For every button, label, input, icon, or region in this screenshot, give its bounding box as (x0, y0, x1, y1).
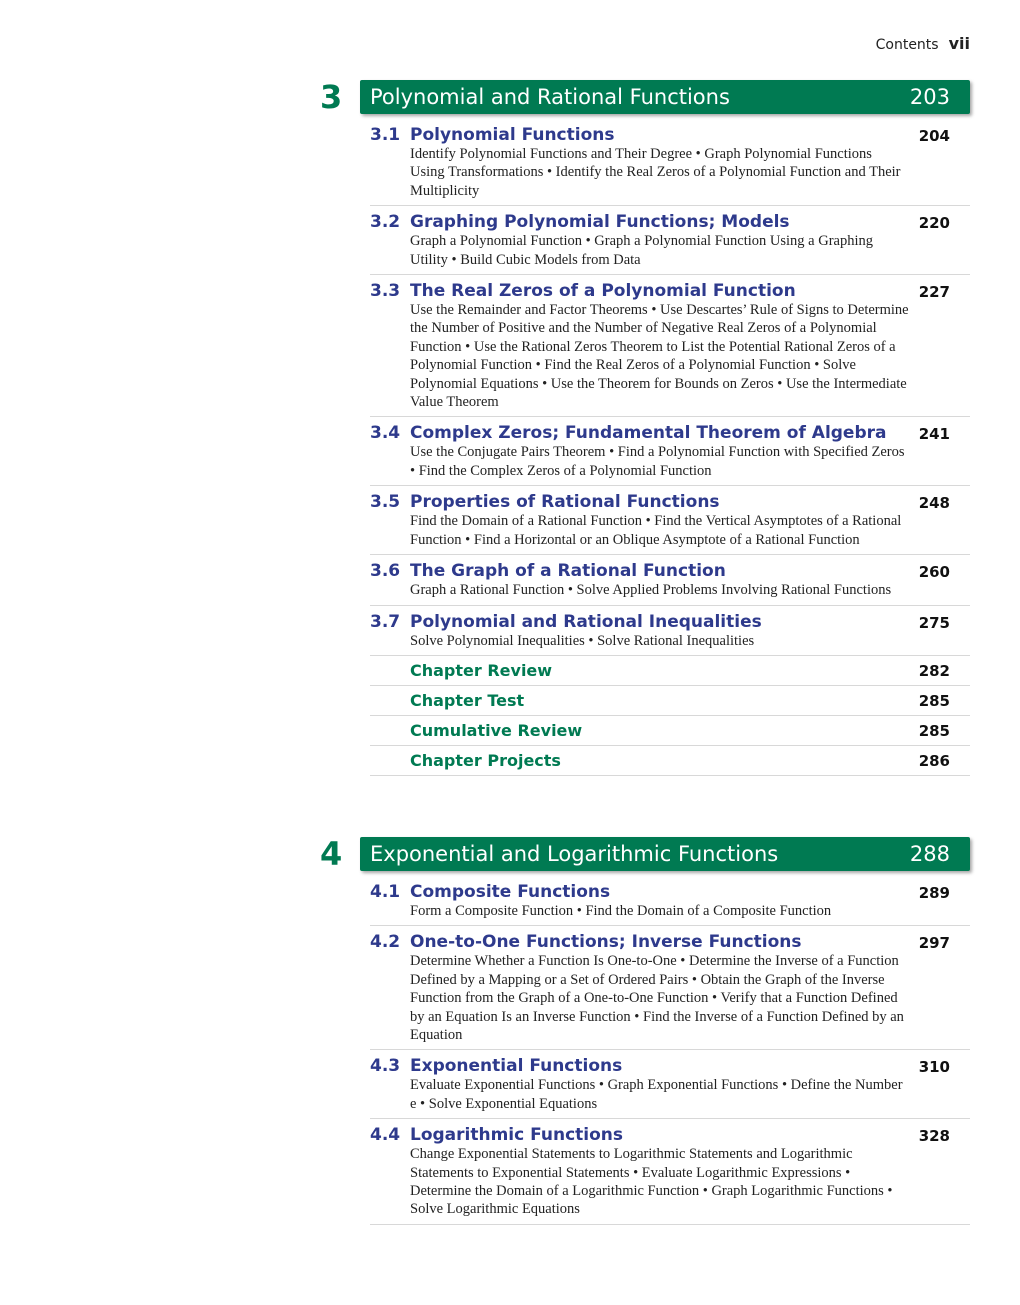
section-entry[interactable] (370, 206, 970, 275)
extra-page: 286 (918, 751, 950, 770)
section-description: Use the Conjugate Pairs Theorem • Find a Polynomial Function with Specified Zeros • Find the Complex Zeros of a Polynomial Function (410, 444, 905, 479)
chapter-review-entry[interactable] (370, 656, 970, 686)
chapter-number: 3 (320, 78, 343, 116)
section-page: 227 (918, 283, 950, 302)
section-number: 4.2 (370, 932, 401, 953)
section-title: Exponential Functions (410, 1056, 623, 1077)
section-entry[interactable] (370, 606, 970, 656)
section-description: Use the Remainder and Factor Theorems • Use Descartes’ Rule of Signs to Determine the Number of Positive and the Number of Negative Real Zeros of a Polynomial Function • Use the Rational Zeros Theorem to List the Potential Rational Zeros of a Polynomial Function • Find the Real Zeros of a Polynomial Function • Solve Polynomial Equations • Use the Theorem for Bounds on Zeros • Use the Intermediate Value Theorem (410, 302, 909, 411)
chapter-test-entry[interactable] (370, 686, 970, 716)
section-number: 4.4 (370, 1125, 401, 1146)
section-description: Evaluate Exponential Functions • Graph Exponential Functions • Define the Number e • Solve Exponential Equations (410, 1077, 903, 1112)
section-page: 328 (918, 1127, 950, 1146)
running-head (876, 34, 970, 53)
section-title: One-to-One Functions; Inverse Functions (410, 932, 802, 953)
section-number: 3.1 (370, 125, 401, 145)
chapter-title: Exponential and Logarithmic Functions (370, 842, 779, 866)
section-page: 310 (918, 1058, 950, 1077)
chapter-page: 203 (909, 85, 950, 109)
section-title: The Graph of a Rational Function (410, 561, 726, 582)
section-title: Composite Functions (410, 882, 611, 902)
extra-page: 285 (918, 691, 950, 710)
section-page: 248 (918, 494, 950, 513)
chapter-title: Polynomial and Rational Functions (370, 85, 730, 109)
extra-title: Chapter Projects (410, 750, 561, 770)
section-title: Properties of Rational Functions (410, 492, 720, 513)
extra-page: 282 (918, 661, 950, 680)
extra-title: Chapter Test (410, 690, 525, 710)
section-list (370, 119, 970, 776)
section-entry[interactable] (370, 417, 970, 486)
section-page: 260 (918, 563, 950, 582)
section-number: 4.1 (370, 882, 401, 902)
section-title: Logarithmic Functions (410, 1125, 624, 1146)
chapter-page: 288 (909, 842, 950, 866)
section-list (370, 876, 970, 1225)
section-entry[interactable] (370, 119, 970, 206)
section-description: Graph a Rational Function • Solve Applied Problems Involving Rational Functions (410, 582, 892, 599)
chapter-number: 4 (320, 835, 343, 873)
section-number: 3.5 (370, 492, 401, 513)
section-description: Identify Polynomial Functions and Their Degree • Graph Polynomial Functions Using Transformations • Identify the Real Zeros of a Polynomial Function and Their Multiplicity (410, 146, 901, 199)
chapter-title-bar[interactable] (360, 837, 970, 871)
section-page: 241 (918, 425, 950, 444)
section-title: The Real Zeros of a Polynomial Function (410, 281, 796, 302)
page-number: vii (948, 34, 970, 53)
section-number: 4.3 (370, 1056, 401, 1077)
section-description: Find the Domain of a Rational Function • Find the Vertical Asymptotes of a Rational Function • Find a Horizontal or an Oblique Asymptote of a Rational Function (410, 513, 902, 548)
section-page: 289 (918, 884, 950, 902)
section-entry[interactable] (370, 1119, 970, 1225)
extra-title: Cumulative Review (410, 720, 583, 740)
section-description: Form a Composite Function • Find the Domain of a Composite Function (410, 903, 832, 919)
section-title: Complex Zeros; Fundamental Theorem of Algebra (410, 423, 887, 444)
section-number: 3.7 (370, 611, 401, 632)
running-head-label: Contents (875, 37, 939, 53)
extra-title: Chapter Review (410, 660, 553, 680)
extra-page: 285 (918, 721, 950, 740)
cumulative-review-entry[interactable] (370, 716, 970, 746)
section-entry[interactable] (370, 486, 970, 555)
section-entry[interactable] (370, 555, 970, 605)
chapter-projects-entry[interactable] (370, 746, 970, 776)
section-description: Solve Polynomial Inequalities • Solve Rational Inequalities (410, 632, 755, 649)
section-page: 220 (918, 214, 950, 233)
section-entry[interactable] (370, 926, 970, 1050)
section-entry[interactable] (370, 275, 970, 417)
section-entry[interactable] (370, 876, 970, 926)
section-title: Graphing Polynomial Functions; Models (410, 212, 790, 233)
section-page: 275 (918, 613, 950, 632)
section-page: 297 (918, 934, 950, 953)
section-description: Graph a Polynomial Function • Graph a Polynomial Function Using a Graphing Utility • Build Cubic Models from Data (410, 233, 873, 268)
section-title: Polynomial Functions (410, 125, 615, 145)
section-number: 3.6 (370, 561, 401, 582)
section-entry[interactable] (370, 1050, 970, 1119)
section-title: Polynomial and Rational Inequalities (410, 611, 762, 632)
section-number: 3.4 (370, 423, 401, 444)
chapter-title-bar[interactable] (360, 80, 970, 114)
section-page: 204 (918, 127, 950, 145)
section-number: 3.3 (370, 281, 401, 302)
section-number: 3.2 (370, 212, 401, 233)
section-description: Determine Whether a Function Is One-to-One • Determine the Inverse of a Function Defined by a Mapping or a Set of Ordered Pairs • Obtain the Graph of the Inverse Function from the Graph of a One-to-One Function • Verify that a Function Defined by an Equation Is an Inverse Function • Find the Inverse of a Function Defined by an Equation (410, 953, 904, 1044)
section-description: Change Exponential Statements to Logarithmic Statements and Logarithmic Statements to Exponential Statements • Evaluate Logarithmic Expressions • Determine the Domain of a Logarithmic Function • Graph Logarithmic Functions • Solve Logarithmic Equations (410, 1146, 893, 1218)
